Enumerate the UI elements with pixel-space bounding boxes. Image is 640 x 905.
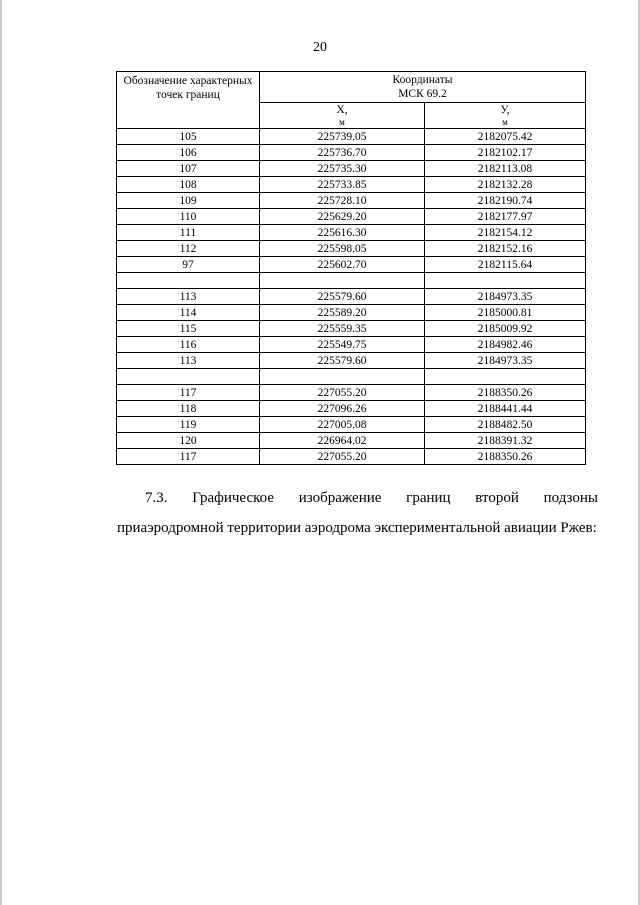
point-cell: 115 — [117, 321, 260, 337]
point-cell: 114 — [117, 305, 260, 321]
y-cell: 2184982.46 — [425, 337, 586, 353]
x-cell: 225579.60 — [260, 353, 425, 369]
y-cell: 2185000.81 — [425, 305, 586, 321]
header-point-name — [117, 72, 260, 129]
table-row — [117, 449, 586, 465]
table-row-blank-separator — [117, 273, 586, 289]
x-cell — [260, 369, 425, 385]
x-cell: 227005.08 — [260, 417, 425, 433]
x-cell — [260, 273, 425, 289]
header-coordinates-line1: Координаты — [392, 74, 453, 86]
point-cell: 107 — [117, 161, 260, 177]
x-cell: 225629.20 — [260, 209, 425, 225]
table-row — [117, 417, 586, 433]
point-cell — [117, 369, 260, 385]
x-cell: 225735.30 — [260, 161, 425, 177]
x-cell: 225598.05 — [260, 241, 425, 257]
point-cell: 112 — [117, 241, 260, 257]
y-cell: 2188350.26 — [425, 385, 586, 401]
scan-edge-left — [0, 0, 2, 905]
table-row — [117, 145, 586, 161]
table-row — [117, 289, 586, 305]
y-cell: 2184973.35 — [425, 289, 586, 305]
table-row-blank-separator — [117, 369, 586, 385]
y-cell: 2182075.42 — [425, 129, 586, 145]
table-row — [117, 257, 586, 273]
point-cell: 120 — [117, 433, 260, 449]
y-cell — [425, 369, 586, 385]
header-y-unit: м — [502, 117, 508, 127]
point-cell: 113 — [117, 353, 260, 369]
x-cell: 225616.30 — [260, 225, 425, 241]
point-cell — [117, 273, 260, 289]
y-cell: 2182154.12 — [425, 225, 586, 241]
x-cell: 225579.60 — [260, 289, 425, 305]
table-row — [117, 337, 586, 353]
y-cell: 2182132.28 — [425, 177, 586, 193]
y-cell: 2182102.17 — [425, 145, 586, 161]
point-cell: 113 — [117, 289, 260, 305]
header-x-unit: м — [339, 117, 345, 127]
y-cell — [425, 273, 586, 289]
y-cell: 2182190.74 — [425, 193, 586, 209]
x-cell: 225733.85 — [260, 177, 425, 193]
header-coordinates — [260, 72, 586, 103]
point-cell: 117 — [117, 385, 260, 401]
point-cell: 110 — [117, 209, 260, 225]
point-cell: 111 — [117, 225, 260, 241]
x-cell: 227055.20 — [260, 449, 425, 465]
table-row — [117, 305, 586, 321]
y-cell: 2188391.32 — [425, 433, 586, 449]
table-row — [117, 321, 586, 337]
x-cell: 227055.20 — [260, 385, 425, 401]
y-cell: 2182113.08 — [425, 161, 586, 177]
point-cell: 105 — [117, 129, 260, 145]
table-row — [117, 385, 586, 401]
y-cell: 2188482.50 — [425, 417, 586, 433]
point-cell: 116 — [117, 337, 260, 353]
table-body — [117, 129, 586, 465]
table-row — [117, 177, 586, 193]
y-cell: 2188350.26 — [425, 449, 586, 465]
x-cell: 227096.26 — [260, 401, 425, 417]
y-cell: 2184973.35 — [425, 353, 586, 369]
table-row — [117, 161, 586, 177]
header-point-name-line1: Обозначение характерных — [123, 75, 253, 87]
point-cell: 97 — [117, 257, 260, 273]
point-cell: 109 — [117, 193, 260, 209]
table-row — [117, 353, 586, 369]
y-cell: 2185009.92 — [425, 321, 586, 337]
y-cell: 2182177.97 — [425, 209, 586, 225]
header-y-label: У, — [500, 104, 510, 116]
table-row — [117, 209, 586, 225]
y-cell: 2182115.64 — [425, 257, 586, 273]
y-cell: 2182152.16 — [425, 241, 586, 257]
table-row — [117, 433, 586, 449]
point-cell: 119 — [117, 417, 260, 433]
x-cell: 225728.10 — [260, 193, 425, 209]
section-paragraph: 7.3. Графическое изображение границ второй подзоны приаэродромной территории аэродрома экспериментальной авиации Ржев: — [117, 490, 598, 536]
x-cell: 225549.75 — [260, 337, 425, 353]
header-coordinates-line2: МСК 69.2 — [398, 88, 447, 100]
coordinates-table — [116, 71, 586, 465]
table-row — [117, 193, 586, 209]
table-row — [117, 401, 586, 417]
point-cell: 117 — [117, 449, 260, 465]
x-cell: 225736.70 — [260, 145, 425, 161]
table-row — [117, 241, 586, 257]
x-cell: 225589.20 — [260, 305, 425, 321]
x-cell: 225739.05 — [260, 129, 425, 145]
page-number: 20 — [313, 40, 327, 55]
point-cell: 108 — [117, 177, 260, 193]
header-y — [425, 103, 586, 129]
point-cell: 118 — [117, 401, 260, 417]
point-cell: 106 — [117, 145, 260, 161]
x-cell: 225559.35 — [260, 321, 425, 337]
header-point-name-line2: точек границ — [156, 89, 220, 101]
header-x — [260, 103, 425, 129]
x-cell: 225602.70 — [260, 257, 425, 273]
y-cell: 2188441.44 — [425, 401, 586, 417]
table-row — [117, 225, 586, 241]
x-cell: 226964.02 — [260, 433, 425, 449]
table-row — [117, 129, 586, 145]
header-x-label: X, — [336, 104, 348, 116]
